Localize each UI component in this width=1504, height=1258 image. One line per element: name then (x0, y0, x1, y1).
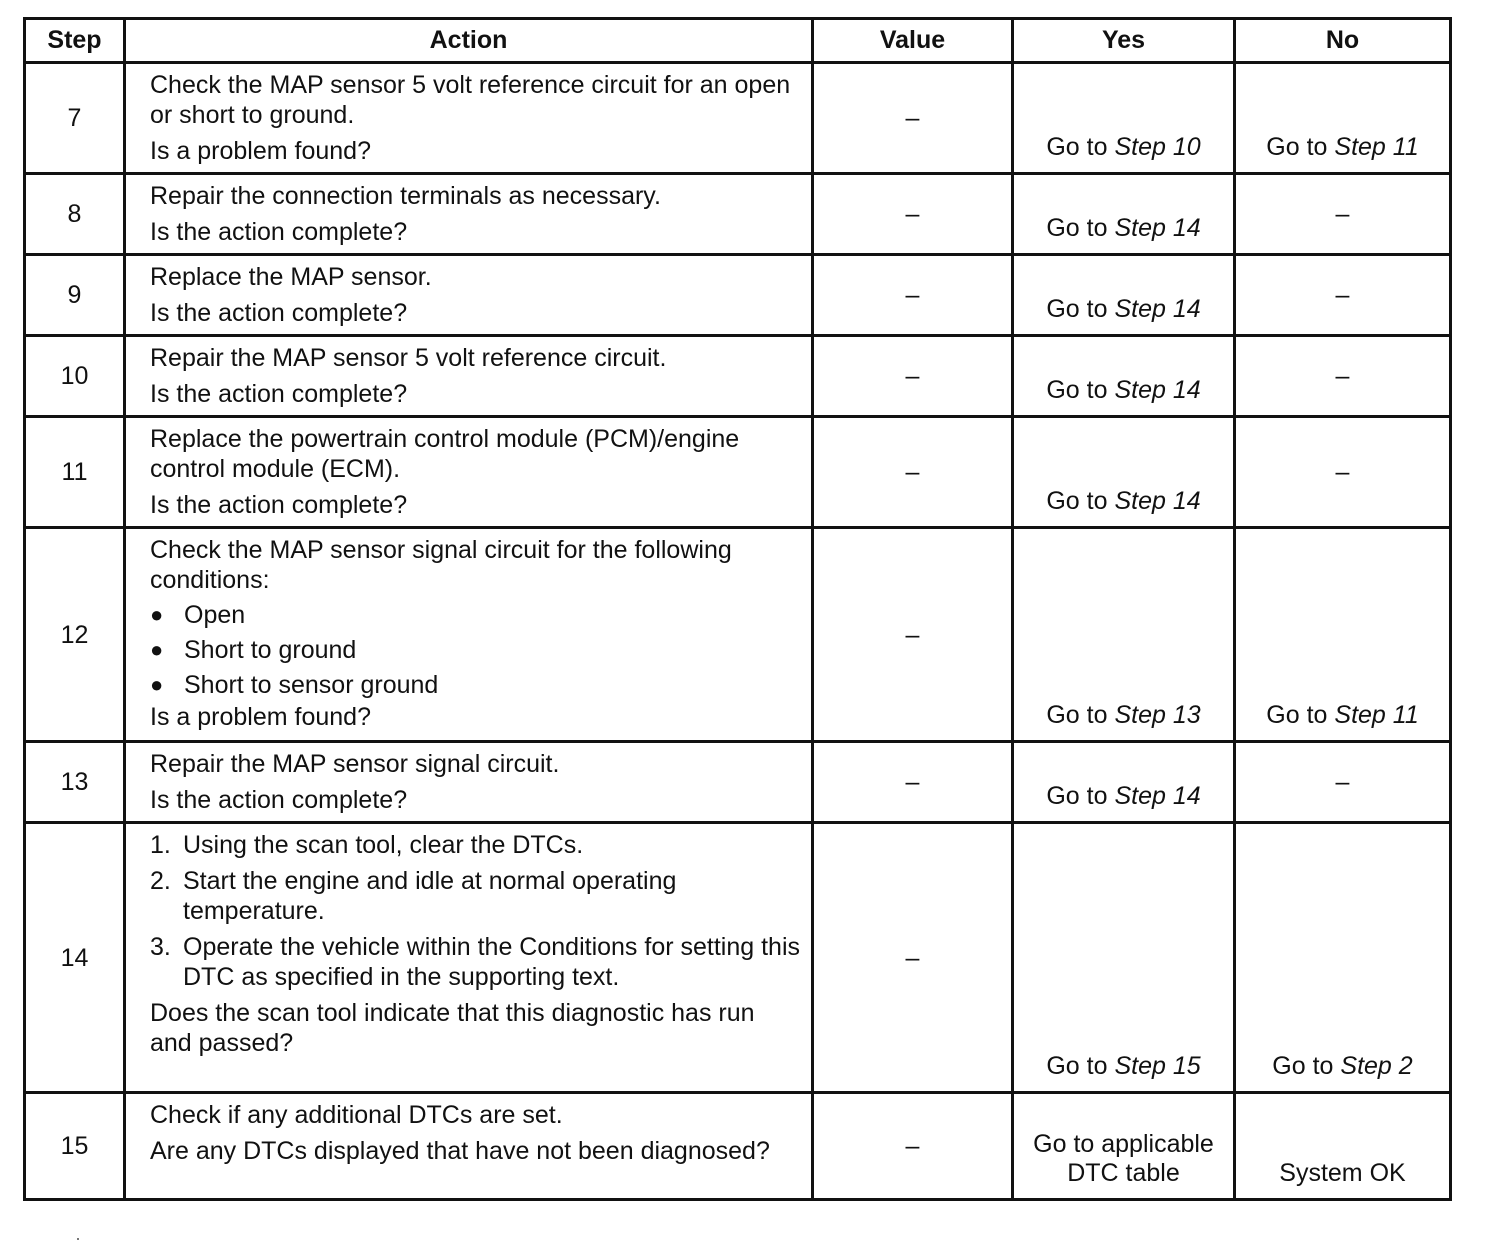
header-action: Action (125, 19, 813, 63)
goto-label: Go to (1046, 782, 1108, 810)
value-cell: – (813, 336, 1013, 417)
yes-step-ref: Step 13 (1114, 701, 1201, 729)
action-text: Repair the connection terminals as necessary. (150, 182, 661, 210)
step-number: 11 (25, 417, 125, 528)
bullet-text: Short to sensor ground (184, 671, 439, 699)
value-cell: – (813, 174, 1013, 255)
action-question: Are any DTCs displayed that have not been diagnosed? (150, 1137, 770, 1165)
yes-step-ref: Step 10 (1114, 133, 1201, 161)
value-cell: – (813, 63, 1013, 174)
no-cell: – (1235, 742, 1451, 823)
yes-cell (1013, 63, 1235, 174)
step-number: 15 (25, 1093, 125, 1200)
goto-label: Go to (1272, 1052, 1334, 1080)
value-cell: – (813, 742, 1013, 823)
no-step-ref: Step 11 (1334, 701, 1419, 729)
bullet-icon: ● (150, 602, 164, 627)
value-cell: – (813, 823, 1013, 1093)
goto-label: Go to (1046, 1052, 1108, 1080)
action-cell (125, 174, 813, 255)
step-number: 13 (25, 742, 125, 823)
value-cell: – (813, 255, 1013, 336)
numbered-item (150, 830, 803, 860)
item-text: Start the engine and idle at normal operating temperature. (183, 867, 677, 925)
header-step: Step (25, 19, 125, 63)
yes-step-ref: Step 14 (1114, 487, 1201, 515)
step-number: 8 (25, 174, 125, 255)
item-text: Using the scan tool, clear the DTCs. (183, 831, 584, 859)
action-question: Does the scan tool indicate that this diagnostic has run and passed? (150, 999, 755, 1057)
no-cell: System OK (1235, 1093, 1451, 1200)
table-row (25, 823, 1451, 1093)
action-cell (125, 742, 813, 823)
goto-label: Go to (1046, 214, 1108, 242)
action-question: Is a problem found? (150, 137, 371, 165)
bullet-item (150, 600, 803, 630)
yes-step-ref: Step 15 (1114, 1052, 1201, 1080)
yes-step-ref: Step 14 (1114, 295, 1201, 323)
no-cell (1235, 63, 1451, 174)
numbered-item (150, 866, 803, 926)
bullet-icon: ● (150, 637, 164, 662)
action-cell (125, 528, 813, 742)
goto-label: Go to (1046, 487, 1108, 515)
action-text: Repair the MAP sensor signal circuit. (150, 750, 560, 778)
table-row (25, 742, 1451, 823)
header-value: Value (813, 19, 1013, 63)
yes-step-ref: Step 14 (1114, 376, 1201, 404)
goto-label: Go to (1046, 376, 1108, 404)
no-cell: – (1235, 174, 1451, 255)
yes-step-ref: Step 14 (1114, 214, 1201, 242)
item-number: 2. (150, 867, 171, 895)
yes-cell (1013, 255, 1235, 336)
no-cell: – (1235, 336, 1451, 417)
action-cell (125, 255, 813, 336)
item-text: Operate the vehicle within the Conditions for setting this DTC as specified in the supporting text. (183, 933, 801, 991)
step-number: 12 (25, 528, 125, 742)
action-text: Check the MAP sensor signal circuit for the following conditions: (150, 536, 732, 594)
bullet-text: Open (184, 601, 246, 629)
header-row (25, 19, 1451, 63)
goto-label: Go to (1266, 133, 1328, 161)
no-step-ref: Step 2 (1340, 1052, 1413, 1080)
yes-cell: Go to applicable DTC table (1013, 1093, 1235, 1200)
table-row (25, 336, 1451, 417)
yes-step-ref: Step 14 (1114, 782, 1201, 810)
action-cell (125, 823, 813, 1093)
item-number: 1. (150, 831, 171, 859)
goto-label: Go to (1266, 701, 1328, 729)
action-cell (125, 63, 813, 174)
yes-cell (1013, 336, 1235, 417)
bullet-item (150, 670, 803, 700)
goto-label: Go to (1046, 701, 1108, 729)
table-row (25, 63, 1451, 174)
action-question: Is the action complete? (150, 299, 408, 327)
step-number: 10 (25, 336, 125, 417)
action-text: Check if any additional DTCs are set. (150, 1101, 563, 1129)
table-row (25, 174, 1451, 255)
bullet-text: Short to ground (184, 636, 357, 664)
action-question: Is the action complete? (150, 218, 408, 246)
step-number: 14 (25, 823, 125, 1093)
value-cell: – (813, 417, 1013, 528)
yes-cell (1013, 174, 1235, 255)
step-number: 7 (25, 63, 125, 174)
action-text: Repair the MAP sensor 5 volt reference circuit. (150, 344, 667, 372)
yes-cell (1013, 417, 1235, 528)
table-row (25, 1093, 1451, 1200)
no-cell: – (1235, 417, 1451, 528)
header-yes: Yes (1013, 19, 1235, 63)
goto-label: Go to (1046, 133, 1108, 161)
step-number: 9 (25, 255, 125, 336)
action-text: Check the MAP sensor 5 volt reference circuit for an open or short to ground. (150, 71, 791, 129)
no-cell (1235, 823, 1451, 1093)
goto-label: Go to (1046, 295, 1108, 323)
action-question: Is a problem found? (150, 703, 371, 731)
action-cell (125, 417, 813, 528)
numbered-item (150, 932, 803, 992)
header-no: No (1235, 19, 1451, 63)
action-question: Is the action complete? (150, 380, 408, 408)
value-cell: – (813, 1093, 1013, 1200)
bullet-icon: ● (150, 672, 164, 697)
table-row (25, 528, 1451, 742)
table-row (25, 255, 1451, 336)
table-row (25, 417, 1451, 528)
scan-speck (77, 1238, 79, 1240)
yes-cell (1013, 528, 1235, 742)
bullet-item (150, 635, 803, 665)
value-cell: – (813, 528, 1013, 742)
yes-cell (1013, 823, 1235, 1093)
action-text: Replace the MAP sensor. (150, 263, 432, 291)
action-text: Replace the powertrain control module (PCM)/engine control module (ECM). (150, 425, 740, 483)
no-cell: – (1235, 255, 1451, 336)
no-cell (1235, 528, 1451, 742)
action-cell (125, 1093, 813, 1200)
diagnostic-table (23, 17, 1452, 1201)
yes-cell (1013, 742, 1235, 823)
action-cell (125, 336, 813, 417)
action-question: Is the action complete? (150, 786, 408, 814)
action-question: Is the action complete? (150, 491, 408, 519)
item-number: 3. (150, 933, 171, 961)
no-step-ref: Step 11 (1334, 133, 1419, 161)
